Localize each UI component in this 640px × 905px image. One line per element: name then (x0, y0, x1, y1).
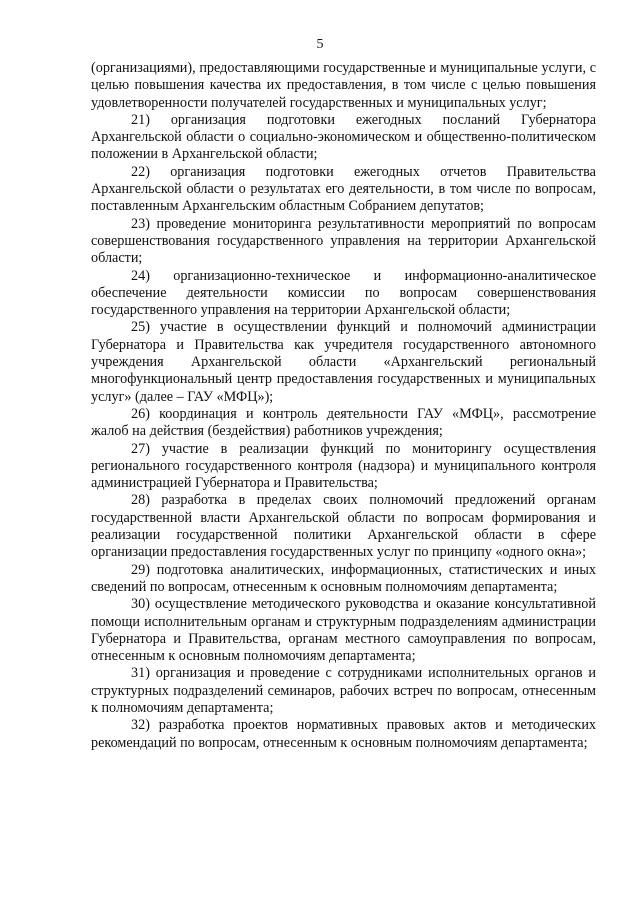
list-item-32: 32) разработка проектов нормативных правовых актов и методических рекомендаций по вопросам, отнесенным к основным полномочиям департамента; (91, 717, 596, 751)
list-item-24: 24) организационно-техническое и информационно-аналитическое обеспечение деятельности комиссии по вопросам совершенствования государственного управления на территории Архангельской области; (91, 267, 596, 319)
document-body (91, 60, 596, 752)
list-item-25: 25) участие в осуществлении функций и полномочий администрации Губернатора и Правительства как учредителя государственного автономного учреждения Архангельской области «Архангельский региональный многофункциональный центр предоставления государственных и муниципальных услуг» (далее – ГАУ «МФЦ»); (91, 319, 596, 405)
list-item-28: 28) разработка в пределах своих полномочий предложений органам государственной власти Архангельской области по вопросам формирования и реализации государственной политики Архангельской области в сфере организации предоставления государственных услуг по принципу «одного окна»; (91, 492, 596, 561)
list-item-23: 23) проведение мониторинга результативности мероприятий по вопросам совершенствования государственного управления на территории Архангельской области; (91, 215, 596, 267)
paragraph-continuation: (организациями), предоставляющими государственные и муниципальные услуги, с целью повышения качества их предоставления, в том числе с целью повышения удовлетворенности получателей государственных и муниципальных услуг; (91, 60, 596, 111)
list-item-29: 29) подготовка аналитических, информационных, статистических и иных сведений по вопросам, отнесенным к основным полномочиям департамента; (91, 561, 596, 595)
list-item-21: 21) организация подготовки ежегодных посланий Губернатора Архангельской области о социально-экономическом и общественно-политическом положении в Архангельской области; (91, 111, 596, 163)
page-number: 5 (316, 37, 324, 52)
list-item-30: 30) осуществление методического руководства и оказание консультативной помощи исполнительным органам и структурным подразделениям администрации Губернатора и Правительства, органам местного самоуправления по вопросам, отнесенным к основным полномочиям департамента; (91, 596, 596, 665)
list-item-22: 22) организация подготовки ежегодных отчетов Правительства Архангельской области о результатах его деятельности, в том числе по вопросам, поставленным Архангельским областным Собранием депутатов; (91, 163, 596, 215)
list-item-26: 26) координация и контроль деятельности ГАУ «МФЦ», рассмотрение жалоб на действия (бездействия) работников учреждения; (91, 405, 596, 440)
list-item-31: 31) организация и проведение с сотрудниками исполнительных органов и структурных подразделений семинаров, рабочих встреч по вопросам, отнесенным к полномочиям департамента; (91, 665, 596, 716)
list-item-27: 27) участие в реализации функций по мониторингу осуществления регионального государственного контроля (надзора) и муниципального контроля администрацией Губернатора и Правительства; (91, 440, 596, 492)
